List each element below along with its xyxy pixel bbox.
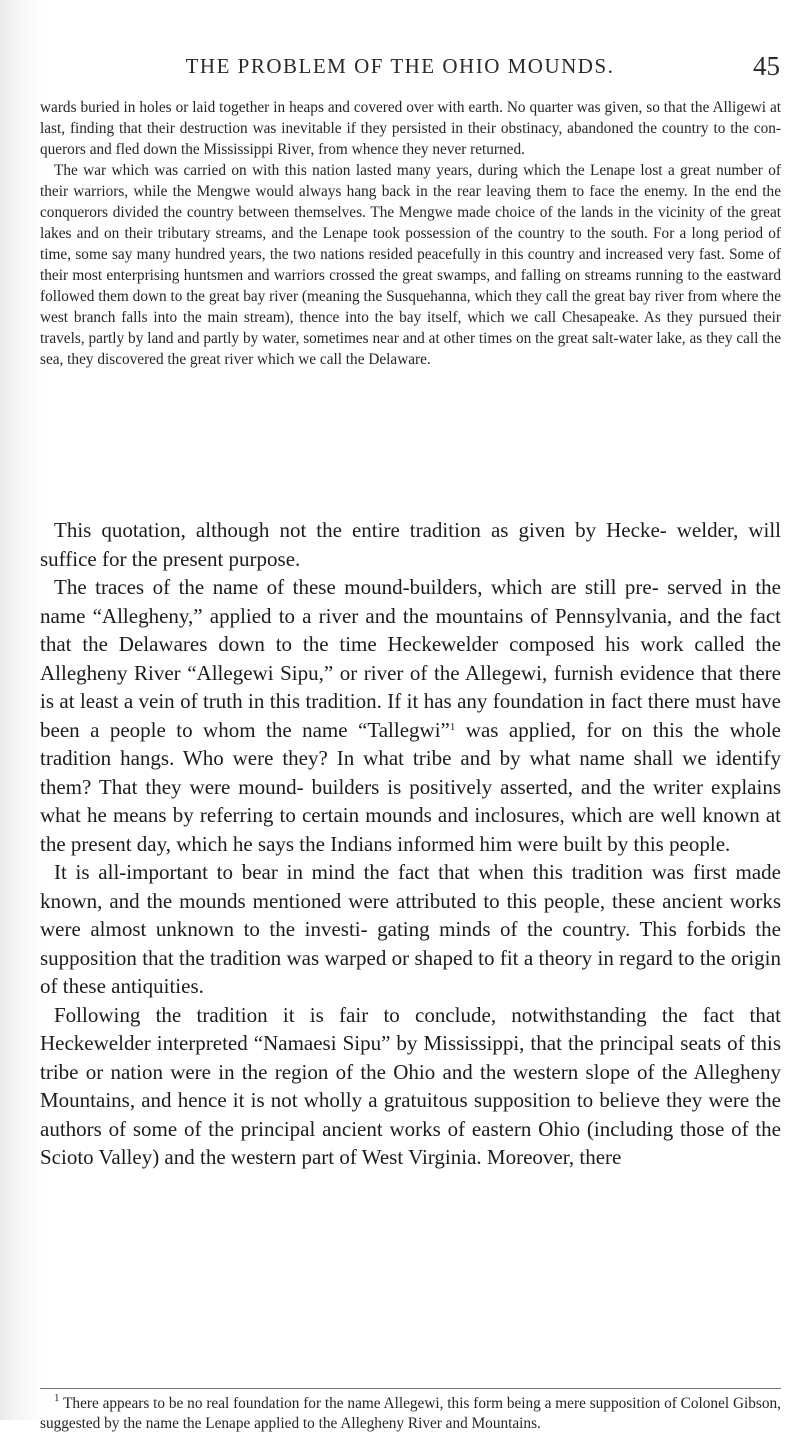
- quoted-passage: [40, 97, 781, 370]
- body-paragraph: This quotation, although not the entire tradition as given by Hecke- welder, will suffice for the present purpose.: [40, 518, 781, 571]
- footnote-divider: [40, 1388, 781, 1389]
- quote-paragraph: wards buried in holes or laid together in heaps and covered over with earth. No quarter was given, so that the Alligewi at last, finding that their destruction was inevitable if they persisted in their obstinacy, abandoned the country to the con- querors and fled down the Mississippi River, from whence they never returned.: [40, 99, 781, 158]
- body-text-segment: was applied, for on this the whole tradition hangs. Who were they? In what tribe and by what name shall we identify them? That they were mound- builders is positively asserted, and the writer explains what he means by referring to certain mounds and inclosures, which are well known at the present day, which he says the Indians informed him were built by this people.: [40, 717, 781, 856]
- footnote-text: There appears to be no real foundation for the name Allegewi, this form being a mere supposition of Colonel Gibson, suggested by the name the Lenape applied to the Allegheny River and Mountains.: [40, 1395, 781, 1432]
- page-number: 45: [753, 51, 780, 81]
- body-paragraph: [40, 573, 781, 858]
- body-paragraph: Following the tradition it is fair to conclude, notwithstanding the fact that Heckewelder interpreted “Namaesi Sipu” by Mississippi, that the principal seats of this tribe or nation were in the region of the Ohio and the western slope of the Allegheny Mountains, and hence it is not wholly a gratuitous supposition to believe they were the authors of some of the principal ancient works of eastern Ohio (including those of the Scioto Valley) and the western part of West Virginia. Moreover, there: [40, 1002, 781, 1169]
- body-text-segment: The traces of the name of these mound-builders, which are still pre- served in the name “Allegheny,” applied to a river and the mountains of Pennsylvania, and the fact that the Delawares down to the time Heckewelder composed his work called the Allegheny River “Allegewi Sipu,” or river of the Allegewi, furnish evidence that there is at least a vein of truth in this tradition. If it has any foundation in fact there must have been a people to whom the name “Tallegwi”: [40, 575, 781, 742]
- main-text: [40, 516, 781, 1172]
- footnote: [40, 1394, 781, 1434]
- running-title: THE PROBLEM OF THE OHIO MOUNDS.: [185, 54, 615, 78]
- footnote-number: 1: [54, 1392, 60, 1404]
- quote-paragraph: The war which was carried on with this nation lasted many years, during which the Lenape lost a great number of their warriors, while the Mengwe would always hang back in the rear leaving them to face the enemy. In the end the conquerors divided the country between themselves. The Mengwe made choice of the lands in the vicinity of the great lakes and on their tributary streams, and the Lenape took possession of the country to the south. For a long period of time, some say many hundred years, the two nations resided peacefully in this country and increased very fast. Some of their most enterprising huntsmen and warriors crossed the great swamps, and falling on streams running to the eastward followed them down to the great bay river (meaning the Susquehanna, which they call the great bay river from where the west branch falls into the main stream), thence into the bay itself, which we call Chesapeake. As they pursued their travels, partly by land and partly by water, sometimes near and at other times on the great salt-water lake, as they call the sea, they discovered the great river which we call the Delaware.: [40, 162, 781, 368]
- footnote-marker: 1: [449, 720, 456, 733]
- body-paragraph: It is all-important to bear in mind the fact that when this tradition was first made known, and the mounds mentioned were attributed to this people, these ancient works were almost unknown to the investi- gating minds of the country. This forbids the supposition that the tradition was warped or shaped to fit a theory in regard to the origin of these antiquities.: [40, 860, 781, 998]
